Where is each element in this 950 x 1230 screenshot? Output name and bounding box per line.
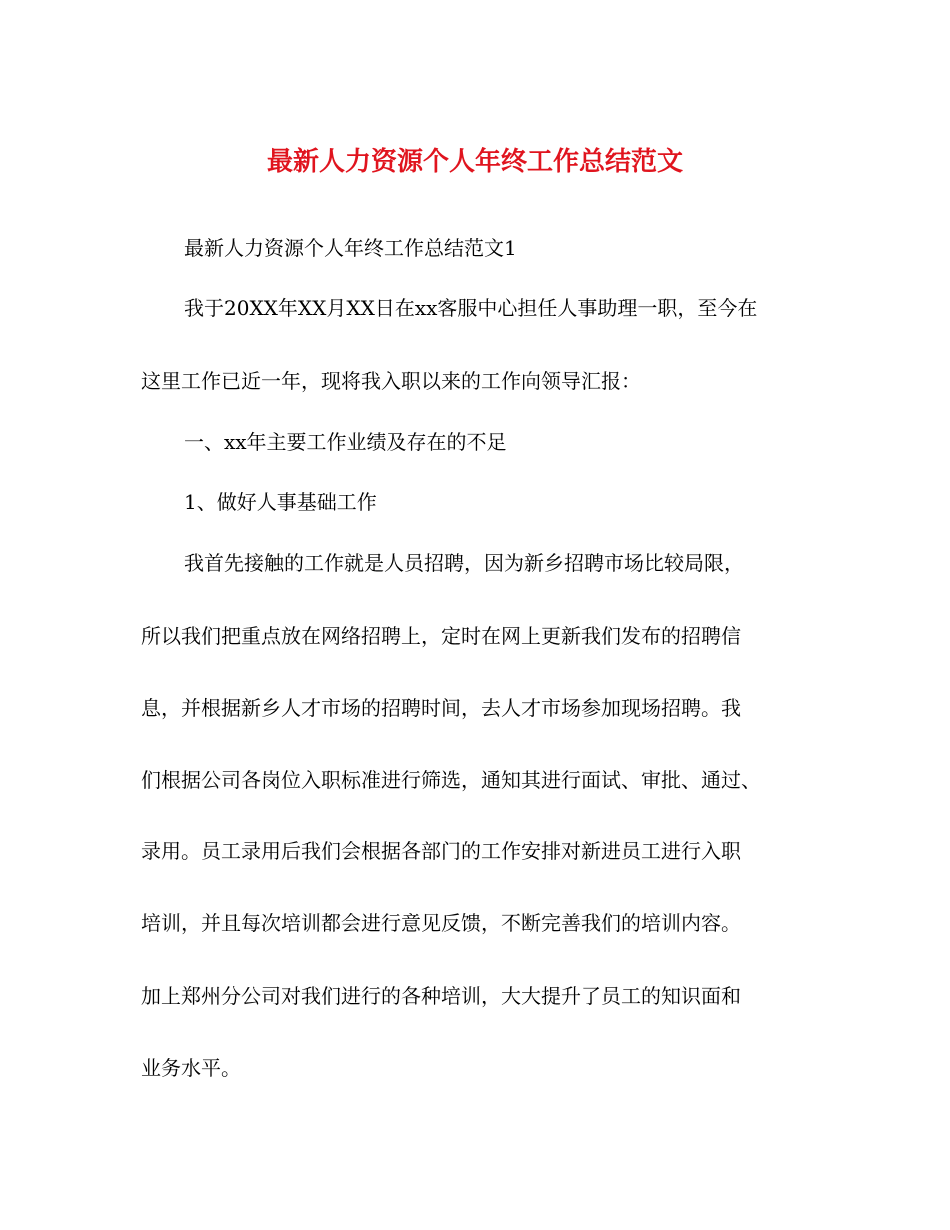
paragraph-line: 我于20XX年XX月XX日在xx客服中心担任人事助理一职，至今在 [184,296,758,320]
paragraph-line: 培训，并且每次培训都会进行意见反馈，不断完善我们的培训内容。 [141,911,741,935]
section-heading: 最新人力资源个人年终工作总结范文1 [184,236,517,260]
subheading: 1、做好人事基础工作 [184,490,377,514]
paragraph-line: 我首先接触的工作就是人员招聘，因为新乡招聘市场比较局限， [184,551,744,575]
paragraph-line: 录用。员工录用后我们会根据各部门的工作安排对新进员工进行入职 [141,839,741,863]
paragraph-line: 所以我们把重点放在网络招聘上，定时在网上更新我们发布的招聘信 [141,624,741,648]
document-title: 最新人力资源个人年终工作总结范文 [266,147,683,177]
subheading: 一、xx年主要工作业绩及存在的不足 [184,430,507,454]
paragraph-line: 息，并根据新乡人才市场的招聘时间，去人才市场参加现场招聘。我 [141,696,741,720]
paragraph-line: 加上郑州分公司对我们进行的各种培训，大大提升了员工的知识面和 [141,984,741,1008]
paragraph-line: 业务水平。 [141,1056,241,1080]
paragraph-line: 们根据公司各岗位入职标准进行筛选，通知其进行面试、审批、通过、 [141,768,761,792]
paragraph-line: 这里工作已近一年，现将我入职以来的工作向领导汇报： [141,369,641,393]
